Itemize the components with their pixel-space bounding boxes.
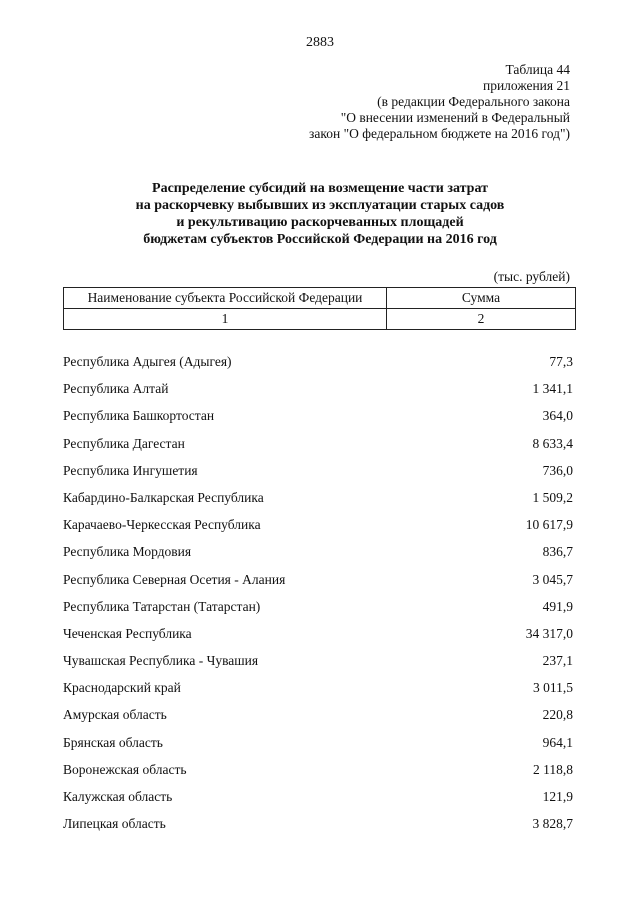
region-name: Чеченская Республика bbox=[63, 625, 192, 641]
region-sum: 34 317,0 bbox=[525, 625, 573, 641]
table-row bbox=[63, 626, 573, 653]
title-line: бюджетам субъектов Российской Федерации на 2016 год bbox=[143, 232, 497, 247]
table-row bbox=[63, 408, 573, 435]
region-sum: 3 828,7 bbox=[532, 816, 573, 832]
appendix-header bbox=[309, 62, 570, 142]
header-line: (в редакции Федерального закона bbox=[377, 94, 570, 109]
header-line: Таблица 44 bbox=[505, 62, 570, 77]
table-row bbox=[63, 381, 573, 408]
title-line: Распределение субсидий на возмещение части затрат bbox=[152, 181, 488, 196]
region-sum: 220,8 bbox=[542, 707, 573, 723]
region-sum: 237,1 bbox=[542, 653, 573, 669]
region-name: Республика Адыгея (Адыгея) bbox=[63, 354, 232, 369]
column-number-2: 2 bbox=[387, 309, 576, 330]
document-title bbox=[0, 180, 640, 248]
table-row bbox=[63, 599, 573, 626]
region-name: Кабардино-Балкарская Республика bbox=[63, 489, 264, 505]
table-row bbox=[63, 680, 573, 707]
table-row bbox=[63, 707, 573, 734]
region-name: Республика Башкортостан bbox=[63, 408, 215, 424]
table-row bbox=[63, 463, 573, 490]
column-header-name: Наименование субъекта Российской Федерации bbox=[64, 288, 387, 309]
table-body bbox=[63, 354, 573, 843]
table-row bbox=[63, 572, 573, 599]
region-name: Брянская область bbox=[63, 734, 163, 750]
column-number-1: 1 bbox=[64, 309, 387, 330]
table-row bbox=[63, 517, 573, 544]
title-line: на раскорчевку выбывших из эксплуатации старых садов bbox=[135, 198, 505, 213]
title-line: и рекультивацию раскорчеванных площадей bbox=[176, 215, 464, 230]
region-sum: 491,9 bbox=[542, 598, 573, 614]
region-sum: 1 341,1 bbox=[532, 381, 573, 397]
region-name: Амурская область bbox=[63, 707, 167, 723]
region-name: Республика Северная Осетия - Алания bbox=[63, 571, 286, 587]
header-line: закон "О федеральном бюджете на 2016 год") bbox=[309, 126, 570, 141]
region-name: Республика Дагестан bbox=[63, 435, 185, 451]
header-line: "О внесении изменений в Федеральный bbox=[340, 110, 570, 125]
region-sum: 77,3 bbox=[549, 354, 573, 369]
page-number: 2883 bbox=[306, 35, 334, 50]
region-sum: 8 633,4 bbox=[532, 435, 573, 451]
table-row bbox=[63, 490, 573, 517]
region-sum: 964,1 bbox=[542, 734, 573, 750]
region-name: Краснодарский край bbox=[63, 680, 181, 696]
table-row bbox=[63, 436, 573, 463]
table-row bbox=[63, 735, 573, 762]
region-name: Республика Татарстан (Татарстан) bbox=[63, 598, 261, 614]
table-header bbox=[63, 287, 576, 330]
header-line: приложения 21 bbox=[482, 78, 570, 93]
table-row bbox=[63, 816, 573, 843]
region-sum: 736,0 bbox=[542, 462, 573, 478]
region-sum: 121,9 bbox=[542, 789, 573, 804]
region-sum: 1 509,2 bbox=[532, 489, 573, 505]
table-row bbox=[63, 762, 573, 789]
region-sum: 10 617,9 bbox=[525, 517, 573, 533]
table-row bbox=[63, 354, 573, 381]
column-header-sum: Сумма bbox=[387, 288, 576, 309]
table-row bbox=[63, 544, 573, 571]
region-name: Чувашская Республика - Чувашия bbox=[63, 653, 259, 669]
region-name: Республика Алтай bbox=[63, 381, 169, 397]
unit-label: (тыс. рублей) bbox=[493, 269, 570, 284]
table-row bbox=[63, 653, 573, 680]
region-sum: 836,7 bbox=[542, 544, 573, 560]
region-name: Липецкая область bbox=[63, 816, 166, 832]
region-sum: 3 045,7 bbox=[532, 571, 573, 587]
region-name: Республика Мордовия bbox=[63, 544, 192, 560]
region-name: Карачаево-Черкесская Республика bbox=[63, 517, 261, 533]
region-sum: 2 118,8 bbox=[533, 761, 573, 777]
region-name: Воронежская область bbox=[63, 761, 187, 777]
table-row bbox=[63, 789, 573, 816]
region-name: Калужская область bbox=[63, 789, 173, 804]
region-sum: 3 011,5 bbox=[533, 680, 573, 696]
region-sum: 364,0 bbox=[542, 408, 573, 424]
region-name: Республика Ингушетия bbox=[63, 462, 198, 478]
